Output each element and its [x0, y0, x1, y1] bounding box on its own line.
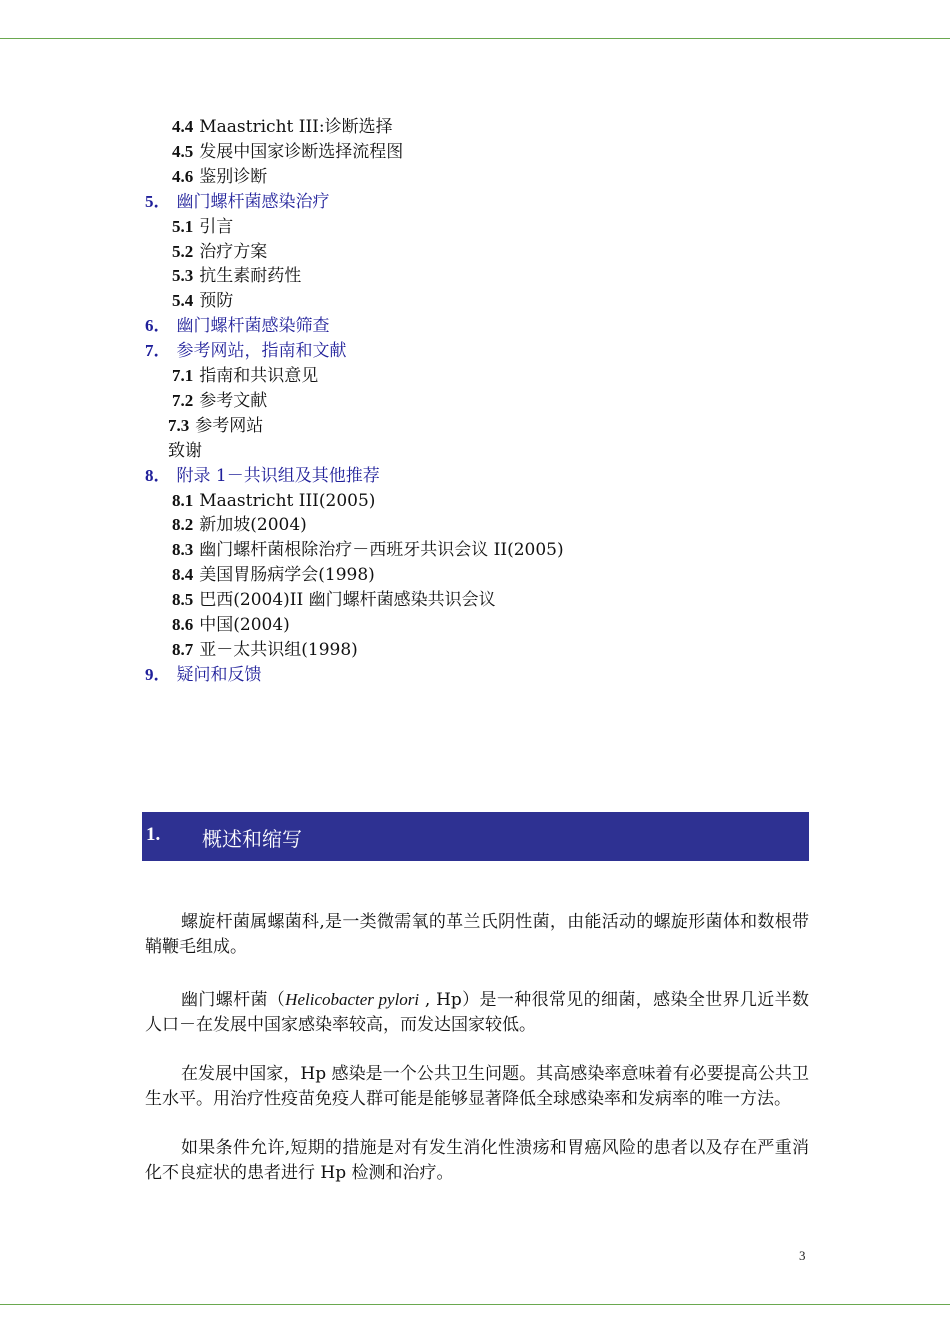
toc-entry-number: 5.3 — [172, 266, 194, 286]
toc-entry-number: 8.4 — [172, 565, 194, 585]
toc-entry-number: 9． — [145, 664, 171, 684]
toc-entry[interactable] — [172, 490, 375, 512]
toc-entry[interactable] — [172, 365, 318, 387]
toc-entry[interactable] — [172, 290, 233, 312]
toc-entry[interactable] — [172, 241, 267, 263]
toc-entry-title: 幽门螺杆菌根除治疗－西班牙共识会议 II(2005) — [199, 540, 564, 561]
bottom-rule — [0, 1304, 950, 1305]
toc-entry-title: 参考文献 — [199, 390, 268, 411]
toc-entry-title: 发展中国家诊断选择流程图 — [199, 141, 404, 162]
toc-entry-number: 4.4 — [172, 117, 194, 136]
toc-entry-number: 8.3 — [172, 540, 194, 560]
section-heading-bar — [142, 812, 809, 861]
toc-entry-number: 5.4 — [172, 291, 194, 311]
toc-entry-number: 8.5 — [172, 590, 194, 610]
toc-entry-title: 指南和共识意见 — [199, 366, 319, 386]
toc-entry-number: 6． — [145, 316, 171, 336]
toc-entry[interactable] — [172, 564, 375, 586]
top-rule — [0, 38, 950, 39]
toc-entry[interactable] — [172, 390, 267, 412]
toc-chapter-entry[interactable] — [145, 664, 262, 686]
species-name: Helicobacter pylori — [285, 990, 420, 1009]
toc-entry-title: 预防 — [199, 291, 234, 312]
toc-entry-title: Maastricht III:诊断选择 — [199, 117, 393, 137]
toc-entry-number: 8.2 — [172, 515, 194, 535]
toc-entry-title: 中国(2004) — [199, 615, 290, 635]
toc-entry-title: 鉴别诊断 — [199, 166, 268, 187]
section-number: 1. — [146, 824, 161, 845]
toc-entry[interactable] — [172, 539, 564, 561]
toc-entry[interactable] — [172, 514, 307, 536]
paragraph-2-start: 幽门螺杆菌（ — [181, 990, 286, 1010]
toc-entry-number: 4.6 — [172, 166, 194, 186]
toc-entry-number: 7． — [145, 341, 171, 361]
toc-entry[interactable] — [172, 166, 267, 188]
toc-entry-title: 致谢 — [168, 440, 202, 461]
toc-entry[interactable] — [168, 415, 263, 437]
paragraph-4: 如果条件允许,短期的措施是对有发生消化性溃疡和胃癌风险的患者以及存在严重消化不良症状的患者进行 Hp 检测和治疗。 — [145, 1138, 809, 1183]
toc-entry-number: 5.2 — [172, 241, 194, 261]
toc-entry-title: 巴西(2004)II 幽门螺杆菌感染共识会议 — [199, 590, 496, 611]
toc-entry[interactable] — [172, 614, 290, 636]
toc-entry-number: 7.3 — [168, 415, 190, 435]
toc-entry-number: 7.2 — [172, 390, 194, 410]
toc-entry-title: Maastricht III(2005) — [199, 490, 376, 511]
toc-entry-number: 7.1 — [172, 366, 194, 385]
toc-entry-title: 美国胃肠病学会(1998) — [199, 565, 375, 586]
paragraph-2-end: , Hp）是一种很常见的细菌，感染全世界几近半数人口－在发展中国家感染率较高，而发达国家较低。 — [145, 990, 810, 1035]
toc-entry-title: 引言 — [199, 216, 234, 237]
toc-entry-number: 8.7 — [172, 639, 194, 659]
toc-entry-title: 抗生素耐药性 — [199, 266, 302, 287]
toc-entry[interactable] — [168, 440, 202, 462]
paragraph-2 — [145, 987, 809, 1038]
toc-entry-title: 新加坡(2004) — [199, 515, 307, 536]
toc-entry-number: 4.5 — [172, 141, 194, 161]
section-title: 概述和缩写 — [202, 827, 302, 851]
paragraph-1: 螺旋杆菌属螺菌科,是一类微需氧的革兰氏阴性菌，由能活动的螺旋形菌体和数根带鞘鞭毛组成。 — [145, 912, 809, 957]
page-number: 3 — [799, 1248, 806, 1263]
toc-entry-number: 5． — [145, 191, 171, 211]
toc-entry[interactable] — [172, 141, 403, 163]
toc-entry-title: 附录 1－共识组及其他推荐 — [176, 465, 380, 486]
toc-entry-title: 参考网站 — [195, 415, 264, 436]
toc-chapter-entry[interactable] — [145, 465, 380, 487]
toc-chapter-entry[interactable] — [145, 340, 347, 362]
toc-entry-title: 疑问和反馈 — [176, 664, 262, 685]
toc-entry-title: 参考网站，指南和文献 — [176, 341, 347, 362]
toc-entry[interactable] — [172, 216, 233, 238]
toc-entry[interactable] — [172, 265, 301, 287]
toc-entry-title: 幽门螺杆菌感染治疗 — [176, 191, 330, 212]
toc-entry-number: 8.6 — [172, 615, 194, 634]
toc-entry-title: 幽门螺杆菌感染筛查 — [176, 316, 330, 337]
toc-entry-title: 治疗方案 — [199, 241, 268, 262]
toc-chapter-entry[interactable] — [145, 315, 330, 337]
toc-entry[interactable] — [172, 116, 393, 138]
toc-entry[interactable] — [172, 639, 358, 661]
toc-entry-number: 8.1 — [172, 490, 194, 510]
toc-entry[interactable] — [172, 589, 496, 611]
toc-entry-number: 5.1 — [172, 216, 194, 236]
toc-entry-number: 8． — [145, 465, 171, 485]
toc-entry-title: 亚－太共识组(1998) — [199, 639, 358, 660]
toc-chapter-entry[interactable] — [145, 191, 330, 213]
paragraph-3: 在发展中国家，Hp 感染是一个公共卫生问题。其高感染率意味着有必要提高公共卫生水平。用治疗性疫苗免疫人群可能是能够显著降低全球感染率和发病率的唯一方法。 — [145, 1064, 809, 1109]
